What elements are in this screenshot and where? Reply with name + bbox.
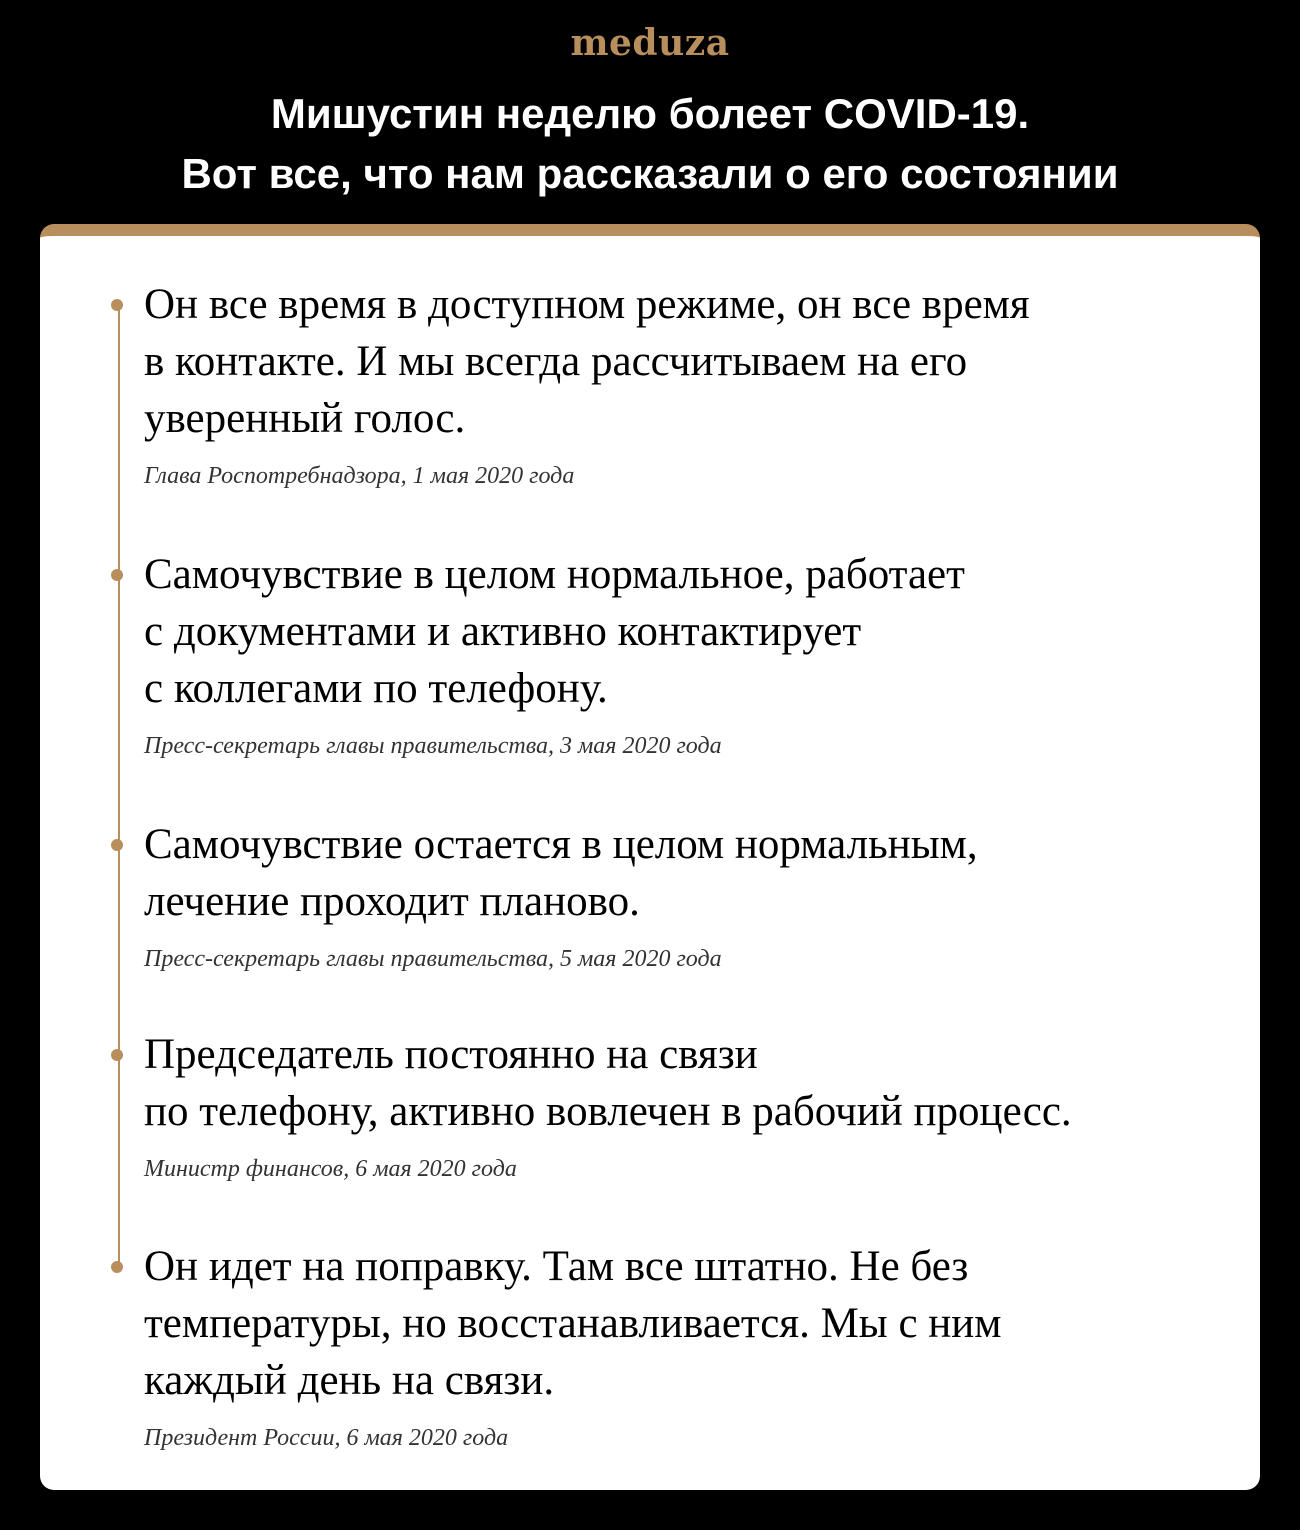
quote-text: [144, 816, 1234, 930]
timeline-entry: [144, 1026, 1234, 1184]
meduza-logo: meduza: [570, 22, 730, 64]
quote-text: [144, 276, 1234, 447]
quote-text: [144, 1026, 1234, 1140]
timeline-entry: [144, 546, 1234, 761]
quote-line: температуры, но восстанавливается. Мы с ним: [144, 1300, 1002, 1347]
quote-text: [144, 1238, 1234, 1409]
title-line-2: Вот все, что нам рассказали о его состоянии: [181, 150, 1119, 197]
quote-line: с документами и активно контактирует: [144, 608, 862, 655]
timeline-dot: [111, 1049, 123, 1061]
quote-line: в контакте. И мы всегда рассчитываем на его: [144, 338, 968, 385]
quote-text: [144, 546, 1234, 717]
page-title: [0, 84, 1300, 204]
timeline-dot: [111, 839, 123, 851]
timeline-entry: [144, 816, 1234, 974]
timeline-line: [118, 310, 120, 1266]
quote-line: Самочувствие остается в целом нормальным,: [144, 821, 978, 868]
quote-line: уверенный голос.: [144, 395, 466, 442]
quote-line: лечение проходит планово.: [144, 878, 640, 925]
timeline-entry: [144, 276, 1234, 491]
timeline-dot: [111, 569, 123, 581]
quote-line: каждый день на связи.: [144, 1357, 555, 1404]
timeline-dot: [111, 299, 123, 311]
quote-source: Пресс-секретарь главы правительства, 5 мая 2020 года: [144, 946, 722, 972]
quote-line: Самочувствие в целом нормальное, работает: [144, 551, 965, 598]
quote-line: Он все время в доступном режиме, он все время: [144, 281, 1030, 328]
quote-source: Министр финансов, 6 мая 2020 года: [144, 1156, 517, 1182]
quote-line: по телефону, активно вовлечен в рабочий процесс.: [144, 1088, 1072, 1135]
quote-source: Пресс-секретарь главы правительства, 3 мая 2020 года: [144, 733, 722, 759]
timeline-dot: [111, 1261, 123, 1273]
timeline-entry: [144, 1238, 1234, 1453]
quote-line: с коллегами по телефону.: [144, 665, 608, 712]
title-line-1: Мишустин неделю болеет COVID-19.: [270, 90, 1030, 137]
quote-line: Председатель постоянно на связи: [144, 1031, 758, 1078]
quote-source: Глава Роспотребнадзора, 1 мая 2020 года: [144, 463, 575, 489]
quote-source: Президент России, 6 мая 2020 года: [144, 1425, 509, 1451]
quotes-card: [40, 224, 1260, 1490]
quote-line: Он идет на поправку. Там все штатно. Не без: [144, 1243, 969, 1290]
